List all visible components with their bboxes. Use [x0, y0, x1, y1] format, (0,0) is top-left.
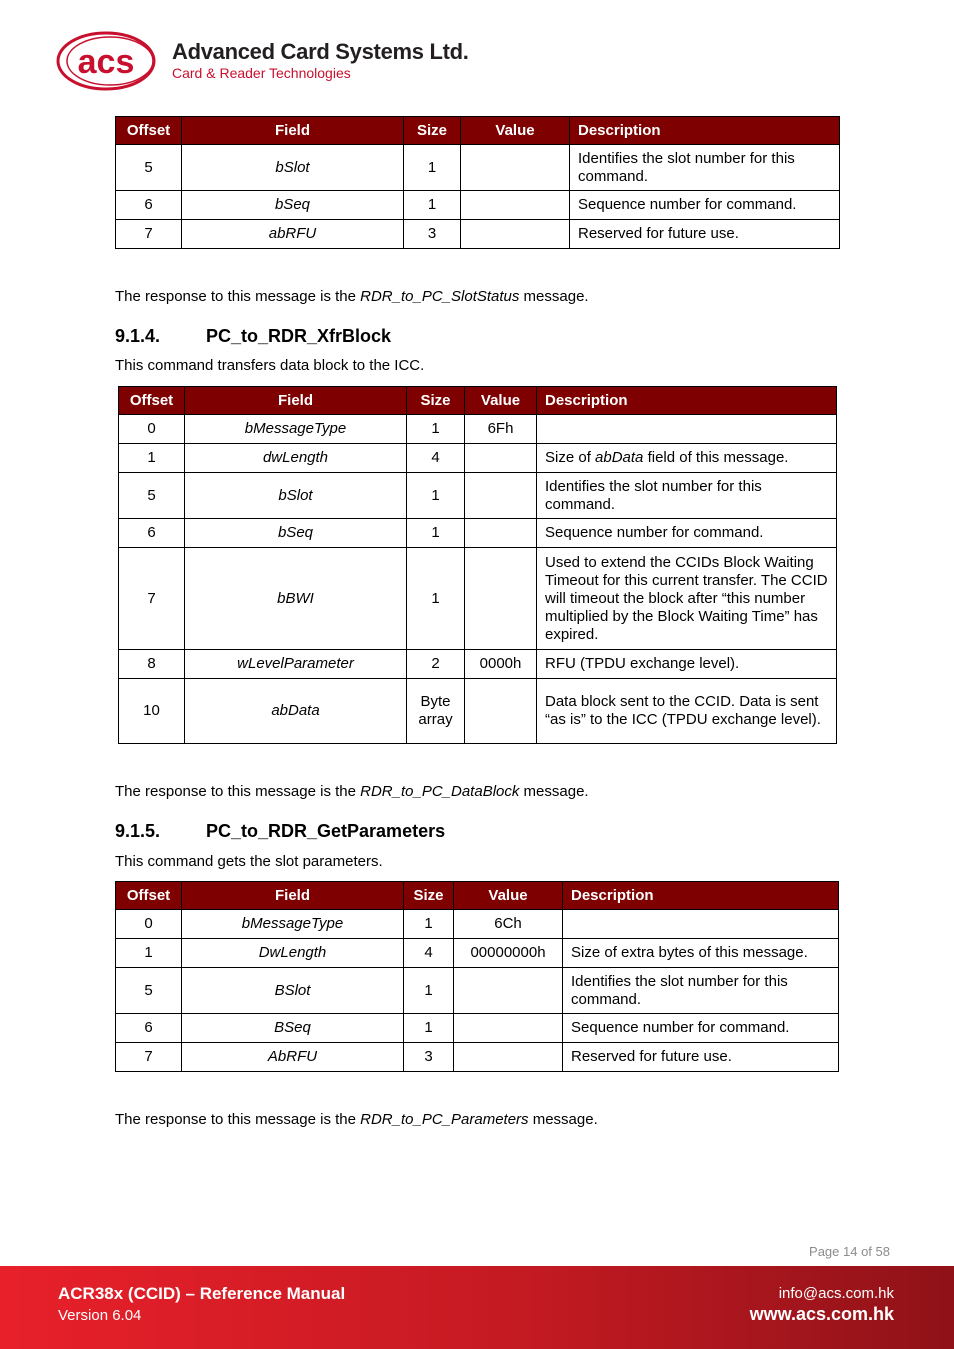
column-header-size: Size [407, 387, 465, 415]
size-cell: 1 [404, 910, 454, 939]
field-cell: bSeq [185, 519, 407, 548]
column-header-field: Field [182, 117, 404, 145]
offset-cell: 6 [116, 1014, 182, 1043]
message-name: RDR_to_PC_Parameters [360, 1111, 529, 1128]
column-header-value: Value [461, 117, 570, 145]
value-cell [465, 548, 537, 650]
description-cell: Data block sent to the CCID. Data is sent “as is” to the ICC (TPDU exchange level). [537, 679, 837, 744]
value-cell [465, 473, 537, 519]
column-header-offset: Offset [116, 882, 182, 910]
size-cell: Byte array [407, 679, 465, 744]
table-row [116, 220, 840, 249]
document-title: ACR38x (CCID) – Reference Manual [58, 1284, 346, 1303]
table-header-row [116, 882, 839, 910]
size-cell: 2 [407, 650, 465, 679]
field-cell: BSlot [182, 968, 404, 1014]
table-row [116, 968, 839, 1014]
table-row [119, 548, 837, 650]
size-cell: 1 [404, 968, 454, 1014]
size-cell: 1 [407, 548, 465, 650]
company-tagline: Card & Reader Technologies [172, 65, 351, 81]
offset-cell: 6 [116, 191, 182, 220]
offset-cell: 7 [116, 220, 182, 249]
size-cell: 4 [404, 939, 454, 968]
table-row [116, 1043, 839, 1072]
field-cell: wLevelParameter [185, 650, 407, 679]
column-header-field: Field [185, 387, 407, 415]
size-cell: 1 [407, 519, 465, 548]
offset-cell: 0 [116, 910, 182, 939]
field-cell: bBWI [185, 548, 407, 650]
section-intro: This command transfers data block to the ICC. [115, 357, 425, 374]
size-cell: 3 [404, 220, 461, 249]
field-cell: AbRFU [182, 1043, 404, 1072]
description-cell: Identifies the slot number for this command. [537, 473, 837, 519]
offset-cell: 5 [119, 473, 185, 519]
value-cell [465, 679, 537, 744]
section-title: PC_to_RDR_GetParameters [206, 821, 446, 841]
size-cell: 1 [404, 1014, 454, 1043]
value-cell: 6Fh [465, 415, 537, 444]
field-cell: bSeq [182, 191, 404, 220]
column-header-description: Description [537, 387, 837, 415]
table-row [119, 444, 837, 473]
section-heading [115, 821, 445, 842]
field-cell: bMessageType [185, 415, 407, 444]
description-cell: Sequence number for command. [537, 519, 837, 548]
value-cell: 0000h [465, 650, 537, 679]
description-cell: Size of extra bytes of this message. [563, 939, 839, 968]
value-cell [454, 1043, 563, 1072]
page-footer [0, 1266, 954, 1349]
table-header-row [116, 117, 840, 145]
table-row [116, 910, 839, 939]
slot-fields-table [115, 116, 840, 249]
offset-cell: 7 [116, 1043, 182, 1072]
website-link: www.acs.com.hk [749, 1304, 894, 1324]
value-cell [465, 444, 537, 473]
offset-cell: 5 [116, 968, 182, 1014]
description-cell: Size of abData field of this message. [537, 444, 837, 473]
table-row [116, 1014, 839, 1043]
size-cell: 3 [404, 1043, 454, 1072]
table-row [116, 939, 839, 968]
column-header-value: Value [454, 882, 563, 910]
size-cell: 1 [407, 473, 465, 519]
getparameters-fields-table [115, 881, 839, 1072]
value-cell [461, 145, 570, 191]
response-note: The response to this message is the RDR_to_PC_Parameters message. [115, 1111, 598, 1128]
page-number: Page 14 of 58 [809, 1244, 890, 1259]
value-cell [461, 191, 570, 220]
section-number: 9.1.4. [115, 326, 161, 346]
offset-cell: 1 [119, 444, 185, 473]
offset-cell: 6 [119, 519, 185, 548]
table-row [119, 650, 837, 679]
svg-text:acs: acs [77, 43, 135, 81]
offset-cell: 1 [116, 939, 182, 968]
company-logo [56, 30, 469, 92]
value-cell: 6Ch [454, 910, 563, 939]
description-cell: Used to extend the CCIDs Block Waiting Timeout for this current transfer. The CCID will timeout the block after “this number multiplied by the Block Waiting Time” has expired. [537, 548, 837, 650]
description-cell: Identifies the slot number for this command. [570, 145, 840, 191]
description-cell: Sequence number for command. [563, 1014, 839, 1043]
table-header-row [119, 387, 837, 415]
section-number: 9.1.5. [115, 821, 161, 841]
column-header-value: Value [465, 387, 537, 415]
table-row [119, 519, 837, 548]
xfrblock-fields-table [118, 386, 837, 744]
response-note: The response to this message is the RDR_to_PC_SlotStatus message. [115, 288, 589, 305]
table-row [119, 473, 837, 519]
section-title: PC_to_RDR_XfrBlock [206, 326, 392, 346]
field-cell: abRFU [182, 220, 404, 249]
field-cell: DwLength [182, 939, 404, 968]
size-cell: 1 [407, 415, 465, 444]
description-cell: Reserved for future use. [570, 220, 840, 249]
value-cell [461, 220, 570, 249]
column-header-offset: Offset [119, 387, 185, 415]
contact-email: info@acs.com.hk [778, 1285, 894, 1302]
response-note: The response to this message is the RDR_to_PC_DataBlock message. [115, 783, 589, 800]
table-row [116, 145, 840, 191]
value-cell [454, 968, 563, 1014]
column-header-offset: Offset [116, 117, 182, 145]
column-header-description: Description [570, 117, 840, 145]
section-heading [115, 326, 391, 347]
acs-logo-icon [56, 30, 160, 92]
company-name: Advanced Card Systems Ltd. [172, 39, 469, 64]
field-cell: dwLength [185, 444, 407, 473]
document-version: Version 6.04 [58, 1307, 142, 1324]
table-row [116, 191, 840, 220]
offset-cell: 0 [119, 415, 185, 444]
table-row [119, 679, 837, 744]
column-header-description: Description [563, 882, 839, 910]
section-intro: This command gets the slot parameters. [115, 853, 383, 870]
offset-cell: 10 [119, 679, 185, 744]
message-name: RDR_to_PC_SlotStatus [360, 288, 520, 305]
description-cell [537, 415, 837, 444]
table-row [119, 415, 837, 444]
size-cell: 1 [404, 145, 461, 191]
value-cell: 00000000h [454, 939, 563, 968]
description-cell [563, 910, 839, 939]
size-cell: 4 [407, 444, 465, 473]
value-cell [454, 1014, 563, 1043]
message-name: RDR_to_PC_DataBlock [360, 783, 520, 800]
field-cell: bSlot [182, 145, 404, 191]
offset-cell: 5 [116, 145, 182, 191]
field-cell: abData [185, 679, 407, 744]
field-cell: bSlot [185, 473, 407, 519]
description-cell: Identifies the slot number for this command. [563, 968, 839, 1014]
description-cell: Reserved for future use. [563, 1043, 839, 1072]
offset-cell: 7 [119, 548, 185, 650]
field-cell: BSeq [182, 1014, 404, 1043]
description-cell: RFU (TPDU exchange level). [537, 650, 837, 679]
column-header-size: Size [404, 882, 454, 910]
column-header-size: Size [404, 117, 461, 145]
size-cell: 1 [404, 191, 461, 220]
offset-cell: 8 [119, 650, 185, 679]
value-cell [465, 519, 537, 548]
column-header-field: Field [182, 882, 404, 910]
field-cell: bMessageType [182, 910, 404, 939]
description-cell: Sequence number for command. [570, 191, 840, 220]
